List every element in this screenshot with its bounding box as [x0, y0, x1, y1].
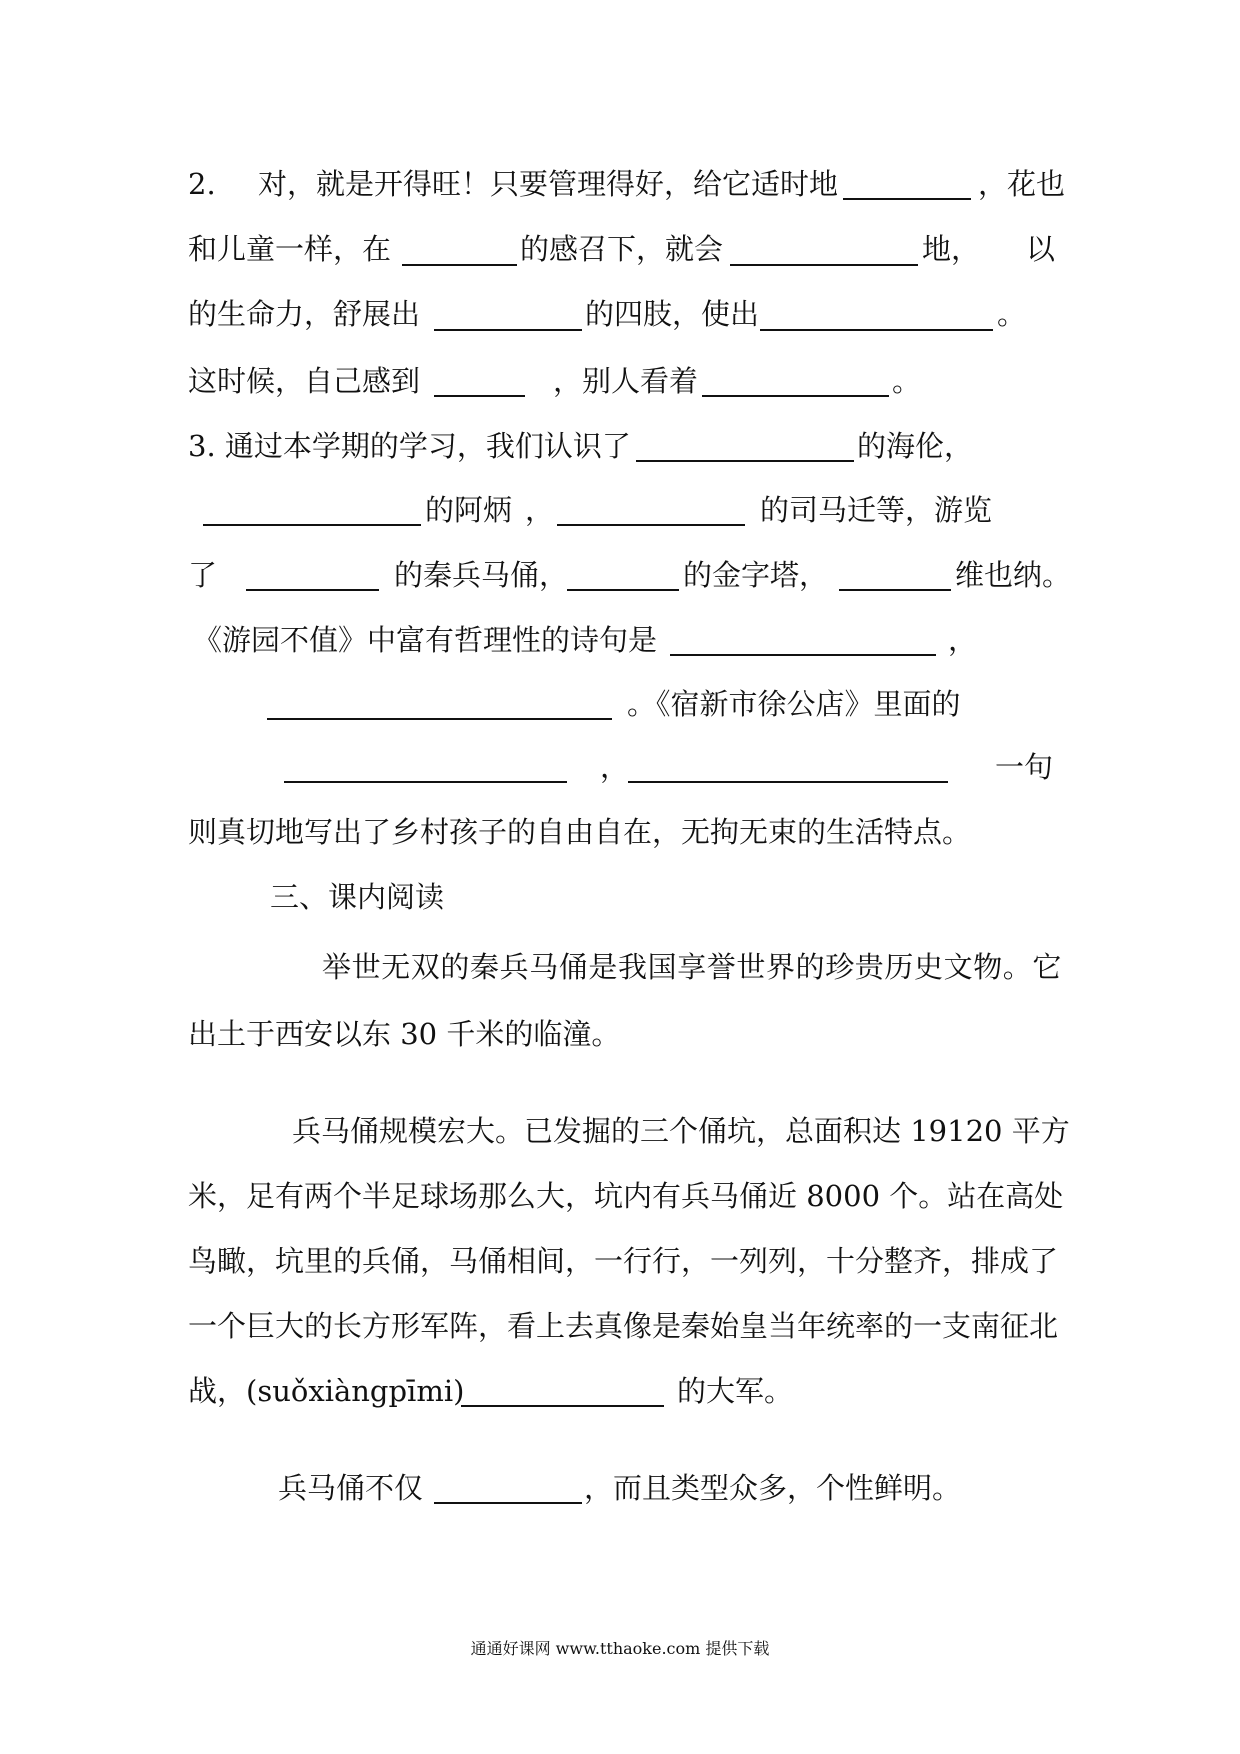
q3-line2-comma: ， [525, 493, 555, 527]
q3-blank-1[interactable] [636, 460, 854, 462]
q3-line4-text: 《游园不值》中富有哲理性的诗句是 [193, 623, 658, 657]
passage-line-pinyin: 战，(suǒxiàngpīmi) [188, 1374, 465, 1408]
passage-line: 兵马俑规模宏大。已发掘的三个俑坑，总面积达 19120 平方 [292, 1114, 1070, 1148]
passage-line: 米，足有两个半足球场那么大，坑内有兵马俑近 8000 个。站在高处 [188, 1179, 1064, 1213]
q3-line6-end: 一句 [995, 750, 1054, 784]
q2-blank-6[interactable] [434, 395, 525, 397]
q3-blank-10[interactable] [628, 781, 948, 783]
q2-line3-mid: 的四肢，使出 [585, 297, 760, 331]
q3-blank-9[interactable] [284, 781, 567, 783]
q2-line2-mid: 的感召下，就会 [520, 232, 724, 266]
q2-blank-2[interactable] [402, 264, 517, 266]
q3-line3-qin: 的秦兵马俑， [394, 558, 569, 592]
q3-line3-pyramid: 的金字塔， [683, 558, 829, 592]
q3-line1-end: 的海伦， [857, 429, 974, 463]
q3-line1-text: 3. 通过本学期的学习，我们认识了 [188, 429, 631, 463]
passage-line-end: ，而且类型众多，个性鲜明。 [584, 1471, 962, 1505]
q2-number: 2. [188, 167, 216, 201]
passage-line: 举世无双的秦兵马俑是我国享誉世界的珍贵历史文物。它 [322, 950, 1063, 984]
q2-blank-3[interactable] [730, 264, 918, 266]
passage-line-end: 的大军。 [677, 1374, 794, 1408]
q2-blank-4[interactable] [434, 329, 582, 331]
passage-line: 鸟瞰，坑里的兵俑，马俑相间，一行行，一列列，十分整齐，排成了 [188, 1244, 1059, 1278]
q2-line2-yi: 以 [1026, 232, 1056, 266]
q2-line3-text: 的生命力，舒展出 [188, 297, 421, 331]
pinyin-answer-blank[interactable] [461, 1405, 664, 1407]
q3-line5-text: 。《宿新市徐公店》里面的 [627, 687, 961, 721]
q3-blank-6[interactable] [839, 589, 951, 591]
passage-line: 出土于西安以东 30 千米的临潼。 [188, 1017, 621, 1051]
q3-blank-2[interactable] [203, 524, 421, 526]
q3-blank-5[interactable] [567, 589, 679, 591]
passage-line: 兵马俑不仅 [278, 1471, 424, 1505]
passage-line: 一个巨大的长方形军阵，看上去真像是秦始皇当年统率的一支南征北 [188, 1309, 1059, 1343]
q3-line4-comma: ， [948, 623, 978, 657]
q3-line2-end: 的司马迁等，游览 [760, 493, 993, 527]
q3-line3-end: 维也纳。 [955, 558, 1072, 592]
q3-line3-le: 了 [188, 558, 218, 592]
q3-blank-4[interactable] [246, 589, 379, 591]
q3-blank-7[interactable] [670, 654, 936, 656]
passage-blank[interactable] [434, 1502, 582, 1504]
q2-line3-end: 。 [997, 297, 1027, 331]
q3-blank-8[interactable] [267, 718, 612, 720]
q2-line2-text: 和儿童一样，在 [188, 232, 392, 266]
q3-blank-3[interactable] [557, 524, 745, 526]
q2-line4-mid: ，别人看着 [553, 364, 699, 398]
section-title: 三、课内阅读 [270, 880, 445, 914]
q2-line1-end: ，花也 [978, 167, 1066, 201]
q2-blank-5[interactable] [760, 329, 993, 331]
q2-line4-end: 。 [892, 364, 922, 398]
q3-line2-abing: 的阿炳 [425, 493, 513, 527]
q2-line2-di: 地， [922, 232, 981, 266]
q3-line7-text: 则真切地写出了乡村孩子的自由自在，无拘无束的生活特点。 [188, 815, 972, 849]
q2-blank-7[interactable] [702, 395, 889, 397]
q2-line4-text: 这时候，自己感到 [188, 364, 421, 398]
footer-credit: 通通好课网 www.tthaoke.com 提供下载 [470, 1639, 770, 1658]
q2-line1-text: 对，就是开得旺！只要管理得好，给它适时地 [258, 167, 839, 201]
q2-blank-1[interactable] [843, 198, 971, 200]
q3-line6-comma: ， [600, 750, 630, 784]
